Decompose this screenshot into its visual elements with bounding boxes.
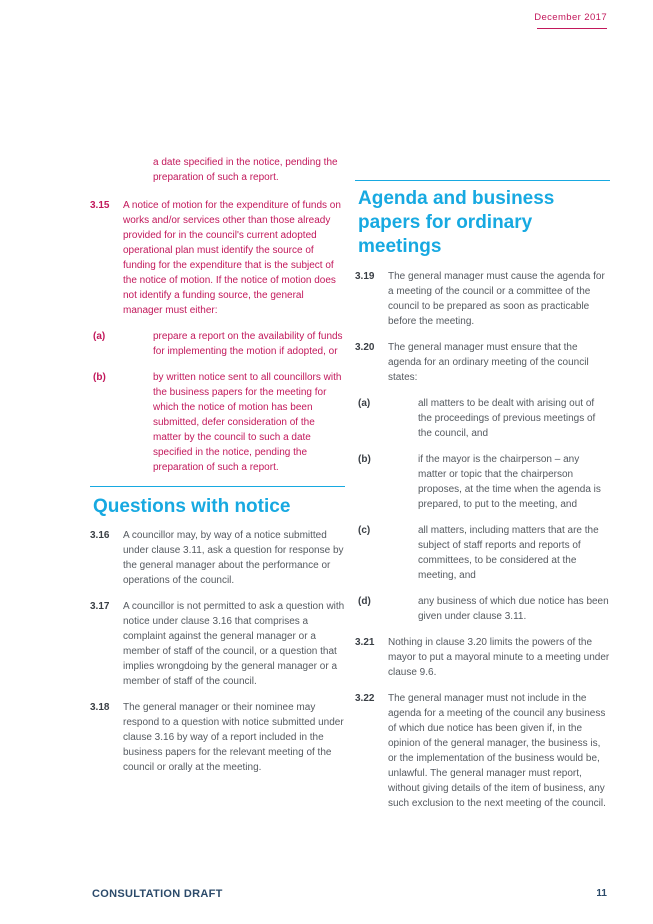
- clause-3-18: [90, 700, 345, 775]
- left-column: [90, 155, 345, 786]
- header-date-underline: [537, 28, 607, 29]
- item-number: (b): [358, 454, 371, 465]
- item-text: prepare a report on the availability of funds for implementing the motion if adopted, or: [153, 331, 343, 357]
- clause-3-20-a: [355, 396, 610, 441]
- heading-agenda-business-papers: Agenda and business papers for ordinary meetings: [358, 188, 555, 257]
- item-text: by written notice sent to all councillors with the business papers for the meeting for which the notice of motion has been submitted, defer consideration of the matter by the council to such a date specified in the notice, pending the preparation of such a report.: [153, 372, 342, 473]
- item-text: any business of which due notice has been given under clause 3.11.: [418, 596, 609, 622]
- clause-number: 3.15: [90, 200, 110, 211]
- section-divider: [355, 180, 610, 181]
- clause-3-15: [90, 198, 345, 318]
- page-number: 11: [596, 888, 607, 899]
- clause-number: 3.18: [90, 702, 110, 713]
- clause-3-20-c: [355, 523, 610, 583]
- clause-text: The general manager must not include in the agenda for a meeting of the council any business of which due notice has been given if, in the opinion of the general manager, the business is, or the implementation of the business would be, unlawful. The general manager must report, without giving details of the item of business, any such exclusion to the next meeting of the council.: [388, 693, 606, 809]
- clause-3-20-d: [355, 594, 610, 624]
- clause-3-16: [90, 528, 345, 588]
- continuation-text: a date specified in the notice, pending the preparation of such a report.: [153, 157, 338, 183]
- item-number: (c): [358, 525, 371, 536]
- clause-text: The general manager or their nominee may respond to a question with notice submitted under clause 3.16 by way of a report included in the business papers for the relevant meeting of the council or orally at the meeting.: [123, 702, 344, 773]
- clause-3-17: [90, 599, 345, 689]
- section-divider: [90, 486, 345, 487]
- heading-questions-with-notice: Questions with notice: [93, 496, 291, 517]
- clause-text: Nothing in clause 3.20 limits the powers of the mayor to put a mayoral minute to a meeting under clause 9.6.: [388, 637, 610, 678]
- clause-3-15-a: [90, 329, 345, 359]
- clause-3-21: [355, 635, 610, 680]
- item-number: (d): [358, 596, 371, 607]
- clause-text: A councillor may, by way of a notice submitted under clause 3.11, ask a question for response by the general manager about the performance or operations of the council.: [123, 530, 344, 586]
- header-date: December 2017: [534, 12, 607, 23]
- clause-text: The general manager must ensure that the agenda for an ordinary meeting of the council states:: [388, 342, 589, 383]
- clause-number: 3.22: [355, 693, 375, 704]
- item-text: all matters to be dealt with arising out of the proceedings of previous meetings of the council, and: [418, 398, 596, 439]
- clause-number: 3.20: [355, 342, 375, 353]
- footer-consultation-draft: CONSULTATION DRAFT: [92, 888, 223, 900]
- right-column: [355, 180, 610, 822]
- item-number: (a): [93, 331, 106, 342]
- clause-number: 3.19: [355, 271, 375, 282]
- clause-number: 3.16: [90, 530, 110, 541]
- item-number: (a): [358, 398, 371, 409]
- clause-text: A notice of motion for the expenditure of funds on works and/or services other than those already provided for in the council's current adopted operational plan must identify the source of funding for the expenditure that is the subject of the notice of motion. If the notice of motion does not identify a funding source, the general manager must either:: [123, 200, 341, 316]
- clause-3-15-b: [90, 370, 345, 475]
- clause-number: 3.21: [355, 637, 375, 648]
- clause-3-22: [355, 691, 610, 811]
- clause-3-20-b: [355, 452, 610, 512]
- clause-3-19: [355, 269, 610, 329]
- item-text: if the mayor is the chairperson – any matter or topic that the chairperson proposes, at the time when the agenda is prepared, to put to the meeting, and: [418, 454, 601, 510]
- item-number: (b): [93, 372, 106, 383]
- clause-3-20: [355, 340, 610, 385]
- clause-text: The general manager must cause the agenda for a meeting of the council or a committee of the council to be prepared as soon as practicable before the meeting.: [388, 271, 605, 327]
- item-text: all matters, including matters that are the subject of staff reports and reports of committees, to be considered at the meeting, and: [418, 525, 599, 581]
- clause-text: A councillor is not permitted to ask a question with notice under clause 3.16 that comprises a complaint against the general manager or a member of staff of the council, or a question that implies wrongdoing by the general manager or a member of staff of the council.: [123, 601, 345, 687]
- clause-number: 3.17: [90, 601, 110, 612]
